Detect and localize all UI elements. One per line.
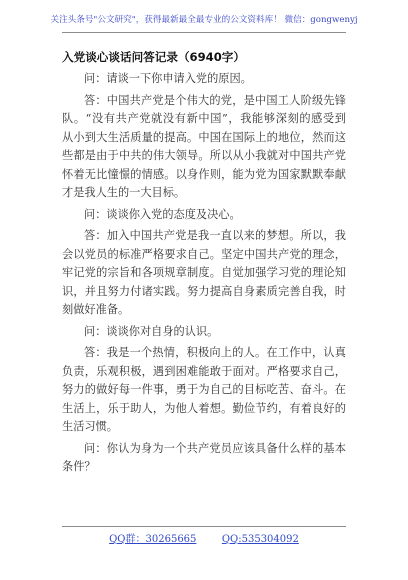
footer-contact bbox=[62, 533, 346, 547]
answer-line: 努力的做好每一件事，勇于为自己的目标吃苦、奋斗。在 bbox=[62, 383, 346, 396]
answer-line: 怀着无比憧憬的情感。以身作则，能为党为国家默默奉献 bbox=[62, 167, 346, 181]
answer-line: 从小到大生活质量的提高。中国在国际上的地位，然而这 bbox=[62, 130, 346, 144]
answer-line: 识，并且努力付诸实践。努力提高自身素质完善自我，时 bbox=[62, 284, 346, 298]
document-body bbox=[62, 70, 346, 477]
header-promo-note: 关注头条号"公文研究"，获得最新最全最专业的公文资料库！ 微信：gongwenyj bbox=[50, 15, 358, 25]
answer-line: 会以党员的标准严格要求自己。坚定中国共产党的理念， bbox=[62, 247, 346, 261]
answer-line: 队。“没有共产党就没有新中国”，我能够深刻的感受到 bbox=[62, 112, 346, 125]
answer-line: 答：我是一个热情，积极向上的人。在工作中，认真 bbox=[84, 346, 346, 359]
document-title: 入党谈心谈话问答记录（6940字） bbox=[62, 50, 245, 64]
qq-contact: QQ:535304092 bbox=[221, 534, 299, 545]
answer-line: 刻做好准备。 bbox=[62, 303, 130, 316]
answer-line: 生活习惯。 bbox=[62, 420, 118, 433]
header-divider bbox=[62, 32, 346, 33]
question-line: 问：谈谈你入党的态度及决心。 bbox=[84, 207, 241, 221]
answer-line: 负责，乐观积极，遇到困难能敢于面对。严格要求自己， bbox=[62, 364, 346, 378]
answer-line: 答：加入中国共产党是我一直以来的梦想。所以，我 bbox=[84, 229, 346, 242]
footer-divider bbox=[62, 526, 346, 527]
question-line: 问：谈谈你对自身的认识。 bbox=[84, 324, 219, 338]
qq-group-contact: QQ群：30265665 bbox=[109, 534, 197, 545]
answer-line: 牢记党的宗旨和各项规章制度。自觉加强学习党的理论知 bbox=[62, 266, 346, 279]
answer-line: 些都是由于中共的伟大领导。所以从小我就对中国共产党 bbox=[62, 149, 346, 162]
question-line: 问：你认为身为一个共产党员应该具备什么样的基本 bbox=[84, 441, 346, 455]
question-line: 问：请谈一下你申请入党的原因。 bbox=[84, 72, 252, 85]
answer-line: 才是我人生的一大目标。 bbox=[62, 186, 186, 199]
question-line: 条件？ bbox=[62, 460, 96, 473]
answer-line: 答：中国共产党是个伟大的党，是中国工人阶级先锋 bbox=[84, 93, 346, 107]
answer-line: 生活上，乐于助人，为他人着想。勤俭节约，有着良好的 bbox=[62, 401, 346, 415]
